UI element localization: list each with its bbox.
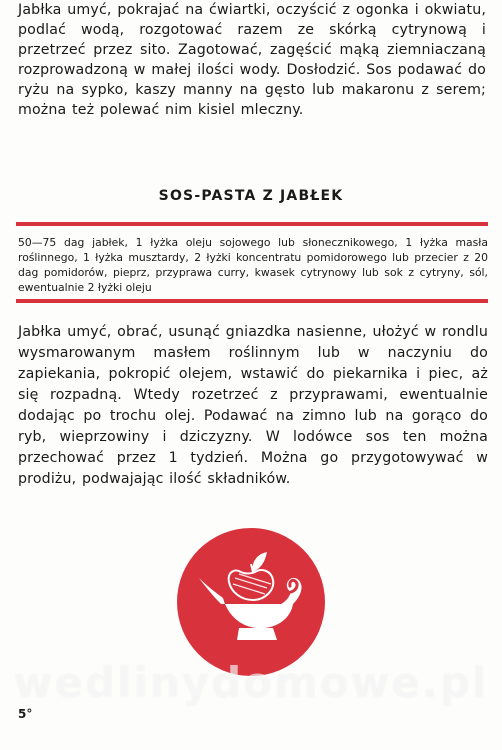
intro-paragraph: Jabłka umyć, pokrajać na ćwiartki, oczyścić z ogonka i okwiatu, podlać wodą, rozgotować razem ze skórką cytrynową i przetrzeć przez sito. Zagotować, zagęścić mąką ziemniaczaną rozprowadzoną w małej ilości wody. Dosłodzić. Sos podawać do ryżu na sypko, kaszy manny na gęsto lub makaronu z serem; można też polewać nim kisiel mleczny. (18, 2, 486, 118)
watermark: wedlinydomowe.pl (13, 658, 489, 707)
ingredients-list: 50—75 dag jabłek, 1 łyżka oleju sojowego lub słonecznikowego, 1 łyżka masła roślinnego, 1 łyżka musztardy, 2 łyżki koncentratu pomidorowego lub przecier z 20 dag pomidorów, pieprz, przyprawa curry, kwasek cytrynowy lub sok z cytryny, sól, ewentualnie 2 łyżki oleju (18, 236, 488, 294)
page-number: 5° (18, 707, 33, 721)
recipe-title: SOS-PASTA Z JABŁEK (158, 188, 344, 204)
ingredients-top-rule (16, 222, 488, 226)
recipe-method: Jabłka umyć, obrać, usunąć gniazdka nasienne, ułożyć w rondlu wysmarowanym masłem roślinnym lub w naczyniu do zapiekania, pokropić olejem, wstawić do piekarnika i piec, aż się rozpadną. Wtedy rozetrzeć z przyprawami, ewentualnie dodając po trochu olej. Podawać na zimno lub na gorąco do ryb, wieprzowiny i dziczyzny. W lodówce sos ten można przechować przez 1 tydzień. Można go przygotowywać w prodiżu, podwajając ilość składników. (18, 324, 488, 487)
ingredients-bottom-rule (16, 299, 488, 303)
sauce-boat-with-apple-icon (177, 528, 325, 676)
